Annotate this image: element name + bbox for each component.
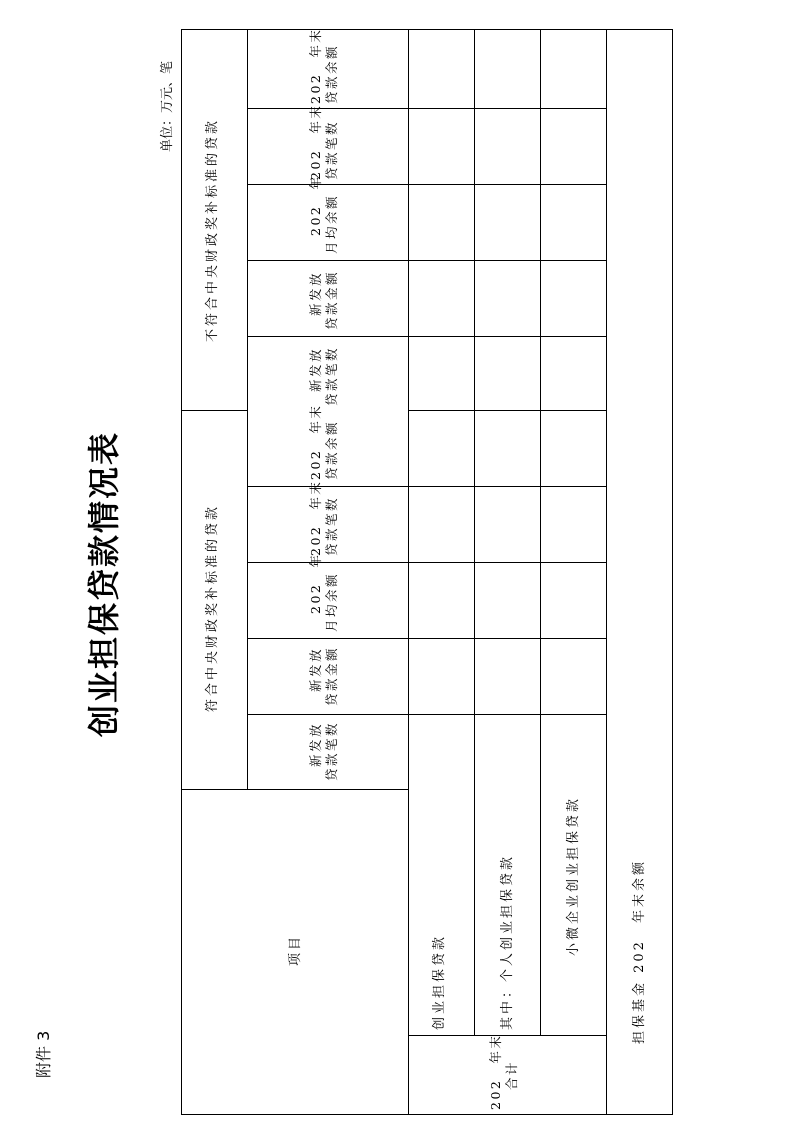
subheader-b-new-amount: 新发放 贷款金额	[308, 269, 339, 330]
subheader-a-new-count: 新发放 贷款笔数	[308, 720, 339, 781]
page-title: 创业担保贷款情况表	[85, 430, 123, 737]
subheader-a-avg-balance: 202 年 月均余额	[308, 552, 339, 632]
subheader-a-year-end-count: 202 年末 贷款笔数	[308, 479, 339, 556]
column-header-item: 项目	[288, 933, 303, 966]
row-label-total: 202 年末 合计	[488, 1033, 519, 1110]
row-label-startup-loan: 创业担保贷款	[432, 933, 447, 1030]
subheader-b-new-count: 新发放 贷款笔数	[308, 345, 339, 406]
subheader-a-year-end-balance: 202 年末 贷款余额	[308, 403, 339, 480]
subheader-b-year-end-count: 202 年末 贷款笔数	[308, 103, 339, 180]
subheader-b-year-end-balance: 202 年末 贷款余额	[308, 27, 339, 104]
unit-label: 单位：万元、笔	[160, 60, 175, 152]
group-label-qualified: 符合中央财政奖补标准的贷款	[205, 503, 220, 712]
row-label-personal-loan: 其中：个人创业担保贷款	[500, 853, 515, 1030]
subheader-a-new-amount: 新发放 贷款金额	[308, 645, 339, 706]
row-label-guarantee-fund: 担保基金 202 年末余额	[632, 859, 647, 1044]
group-label-unqualified: 不符合中央财政奖补标准的贷款	[205, 117, 220, 342]
row-label-smallbiz-loan: 小微企业创业担保贷款	[566, 795, 581, 956]
attachment-label: 附件 3	[34, 1030, 53, 1078]
subheader-b-avg-balance: 202 年 月均余额	[308, 174, 339, 254]
